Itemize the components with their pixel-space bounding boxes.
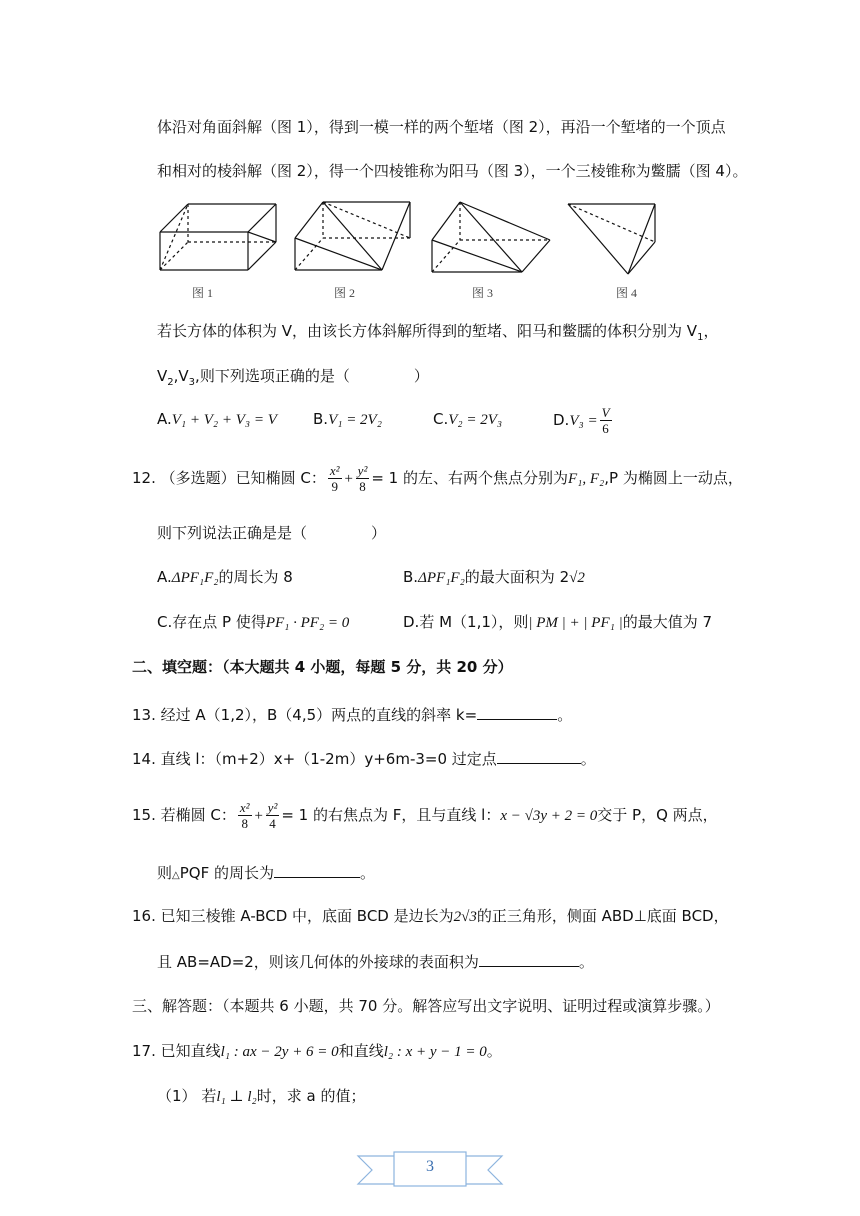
fraction-denominator: 9 bbox=[331, 479, 338, 494]
q12-option-d-math: | PM | + | PF₁ | bbox=[528, 615, 623, 631]
q16-line-1 bbox=[132, 905, 729, 928]
q12-fraction-y bbox=[356, 463, 370, 494]
q13-text: 13. 经过 A（1,2），B（4,5）两点的直线的斜率 k= bbox=[132, 706, 478, 724]
q17-line-1-equation: l₁ : ax − 2y + 6 = 0 bbox=[220, 1044, 339, 1060]
fraction-numerator: y² bbox=[357, 463, 368, 478]
q11-option-a-math: V₁ + V₂ + V₃ = V bbox=[171, 412, 277, 428]
q11-text-1: 若长方体的体积为 V，由该长方体斜解所得到的堑堵、阳马和鳖臑的体积分别为 V bbox=[157, 322, 698, 340]
q17-line-2-equation: l₂ : x + y − 1 = 0 bbox=[383, 1044, 487, 1060]
page-number: 3 bbox=[426, 1158, 434, 1175]
q11-v-label: V bbox=[157, 367, 168, 385]
q16-suffix: 的正三角形，侧面 ABD⊥底面 BCD， bbox=[476, 907, 729, 925]
q12-foci: F₁, F₂ bbox=[568, 471, 605, 487]
intro-line-1: 体沿对角面斜解（图 1），得到一模一样的两个堑堵（图 2），再沿一个堑堵的一个顶点 bbox=[157, 118, 726, 136]
q11-option-b-label: B. bbox=[313, 410, 329, 428]
q11-sub-1: 1 bbox=[697, 332, 704, 343]
figure-2-prism bbox=[295, 202, 410, 270]
q12-option-a-text: 的周长为 8 bbox=[218, 568, 293, 586]
q17-part-1 bbox=[157, 1085, 365, 1108]
fraction-numerator: x² bbox=[329, 463, 340, 478]
figure-3-caption: 图 3 bbox=[472, 286, 494, 300]
q13-line bbox=[132, 703, 572, 726]
q12-option-b-math-2: √2 bbox=[569, 570, 585, 586]
q12-option-c bbox=[157, 611, 349, 634]
q12-option-d bbox=[403, 611, 712, 634]
q15-period: 。 bbox=[359, 864, 375, 882]
figure-2-caption: 图 2 bbox=[334, 286, 356, 300]
q11-option-c-label: C. bbox=[433, 410, 449, 428]
q11-option-d-fraction bbox=[600, 405, 612, 436]
q11-option-d-math: V₃ = bbox=[569, 413, 598, 429]
figure-4-caption: 图 4 bbox=[616, 286, 638, 300]
q15-then: 则 bbox=[157, 864, 173, 882]
fraction-numerator: V bbox=[601, 405, 610, 420]
q15-fraction-x bbox=[238, 800, 252, 831]
q12-option-c-math: PF₁ · PF₂ = 0 bbox=[265, 615, 350, 631]
q14-line bbox=[132, 747, 596, 770]
figure-4-tetrahedron bbox=[568, 204, 655, 274]
q11-option-b bbox=[313, 408, 382, 431]
page-footer bbox=[356, 1150, 504, 1190]
triangle-icon: △ bbox=[172, 870, 180, 881]
q15-question: PQF 的周长为 bbox=[179, 864, 274, 882]
q14-text: 14. 直线 l：（m+2）x+（1-2m）y+6m-3=0 过定点 bbox=[132, 750, 497, 768]
q11-question: ,则下列选项正确的是（ bbox=[195, 367, 350, 385]
fraction-numerator: x² bbox=[239, 800, 250, 815]
q11-option-b-math: V₁ = 2V₂ bbox=[328, 412, 382, 428]
q15-line-equation: x − √3y + 2 = 0 bbox=[500, 808, 598, 824]
q13-answer-blank[interactable] bbox=[477, 703, 557, 720]
q11-line-1 bbox=[157, 320, 718, 349]
q15-fraction-y bbox=[266, 800, 280, 831]
q11-line-2: $V_2,V_3$,则下列选项正确的是（ ） bbox=[157, 367, 429, 388]
q12-option-d-label: D.若 M（1,1），则 bbox=[403, 613, 529, 631]
q11-option-d-label: D. bbox=[553, 411, 570, 429]
q17-period: 。 bbox=[486, 1042, 502, 1060]
q11-option-d bbox=[553, 400, 614, 441]
figures-row bbox=[150, 198, 710, 306]
q14-period: 。 bbox=[580, 750, 596, 768]
q16-period: 。 bbox=[578, 953, 594, 971]
fraction-denominator: 8 bbox=[241, 816, 248, 831]
q16-prefix: 16. 已知三棱锥 A-BCD 中，底面 BCD 是边长为 bbox=[132, 907, 454, 925]
q11-text-1-end: ， bbox=[703, 322, 719, 340]
q12-question: 则下列说法正确是是（ bbox=[157, 524, 308, 542]
q17-and: 和直线 bbox=[338, 1042, 384, 1060]
q12-option-b bbox=[403, 566, 585, 589]
q16-question: 且 AB=AD=2，则该几何体的外接球的表面积为 bbox=[157, 953, 479, 971]
q17-part-1-if: 若 bbox=[201, 1087, 217, 1105]
q15-middle: = 1 的右焦点为 F，且与直线 l： bbox=[281, 806, 501, 824]
q15-answer-blank[interactable] bbox=[274, 861, 360, 878]
q17-perpendicular: l₁ ⊥ l₂ bbox=[216, 1089, 257, 1105]
q12-paren-close: ） bbox=[371, 524, 387, 542]
q12-option-b-text: 的最大面积为 2 bbox=[464, 568, 570, 586]
fraction-denominator: 4 bbox=[269, 816, 276, 831]
q15-prefix: 15. 若椭圆 C： bbox=[132, 806, 236, 824]
q11-paren-close: ） bbox=[413, 367, 429, 385]
q17-part-1-question: 时，求 a 的值； bbox=[256, 1087, 366, 1105]
q17-line bbox=[132, 1040, 502, 1063]
q12-option-a bbox=[157, 566, 293, 589]
q12-option-b-label: B. bbox=[403, 568, 419, 586]
fraction-numerator: y² bbox=[267, 800, 278, 815]
q12-option-c-label: C.存在点 P 使得 bbox=[157, 613, 266, 631]
q11-option-c bbox=[433, 408, 502, 431]
fraction-denominator: 8 bbox=[359, 479, 366, 494]
q17-part-1-label: （1） bbox=[157, 1087, 197, 1105]
q15-line-1: 15. 若椭圆 C： $\frac{\text{x²}}{8}$ + $\frac{\text{y²}}{4}$ = 1 的右焦点为 F，且与直线 l：x − √3y + 2 = 0交于 P，Q 两点， bbox=[132, 800, 718, 831]
q12-option-b-math: ΔPF₁F₂ bbox=[418, 570, 465, 586]
figure-1-caption: 图 1 bbox=[192, 286, 214, 300]
q11-v3-label: ,V bbox=[173, 367, 189, 385]
q12-option-a-math: ΔPF₁F₂ bbox=[171, 570, 219, 586]
q17-prefix: 17. 已知直线 bbox=[132, 1042, 221, 1060]
q16-answer-blank[interactable] bbox=[479, 950, 579, 967]
q11-option-c-math: V₂ = 2V₃ bbox=[448, 412, 503, 428]
q12-option-a-label: A. bbox=[157, 568, 172, 586]
section-3-heading: 三、解答题：（本题共 6 小题，共 70 分。解答应写出文字说明、证明过程或演算步骤。） bbox=[132, 997, 720, 1015]
figure-1-cuboid bbox=[160, 204, 276, 270]
q12-line-1: 12. （多选题）已知椭圆 C： $\frac{\text{x²}}{9}$ + $\frac{\text{y²}}{8}$ = 1 的左、右两个焦点分别为F₁, F₂,P 为椭圆上一动点， bbox=[132, 463, 743, 494]
figure-3-pyramid bbox=[432, 202, 550, 272]
q12-line-2 bbox=[157, 522, 386, 544]
q11-option-a-label: A. bbox=[157, 410, 172, 428]
intro-line-2: 和相对的棱斜解（图 2），得一个四棱锥称为阳马（图 3），一个三棱锥称为鳖臑（图 4）。 bbox=[157, 162, 748, 180]
q12-prefix: 12. （多选题）已知椭圆 C： bbox=[132, 469, 326, 487]
q15-suffix: 交于 P，Q 两点， bbox=[597, 806, 718, 824]
q11-option-a bbox=[157, 408, 277, 431]
section-2-heading: 二、填空题：（本大题共 4 小题，每题 5 分，共 20 分） bbox=[132, 658, 513, 676]
q16-line-2 bbox=[157, 950, 594, 973]
q16-side-length: 2√3 bbox=[453, 909, 477, 925]
q14-answer-blank[interactable] bbox=[497, 747, 581, 764]
q12-suffix: ,P 为椭圆上一动点， bbox=[604, 469, 743, 487]
q12-middle: = 1 的左、右两个焦点分别为 bbox=[371, 469, 568, 487]
q15-line-2 bbox=[157, 861, 375, 887]
q12-option-d-text: 的最大值为 7 bbox=[622, 613, 713, 631]
q12-fraction-x bbox=[328, 463, 342, 494]
fraction-denominator: 6 bbox=[602, 421, 609, 436]
q13-period: 。 bbox=[557, 706, 573, 724]
